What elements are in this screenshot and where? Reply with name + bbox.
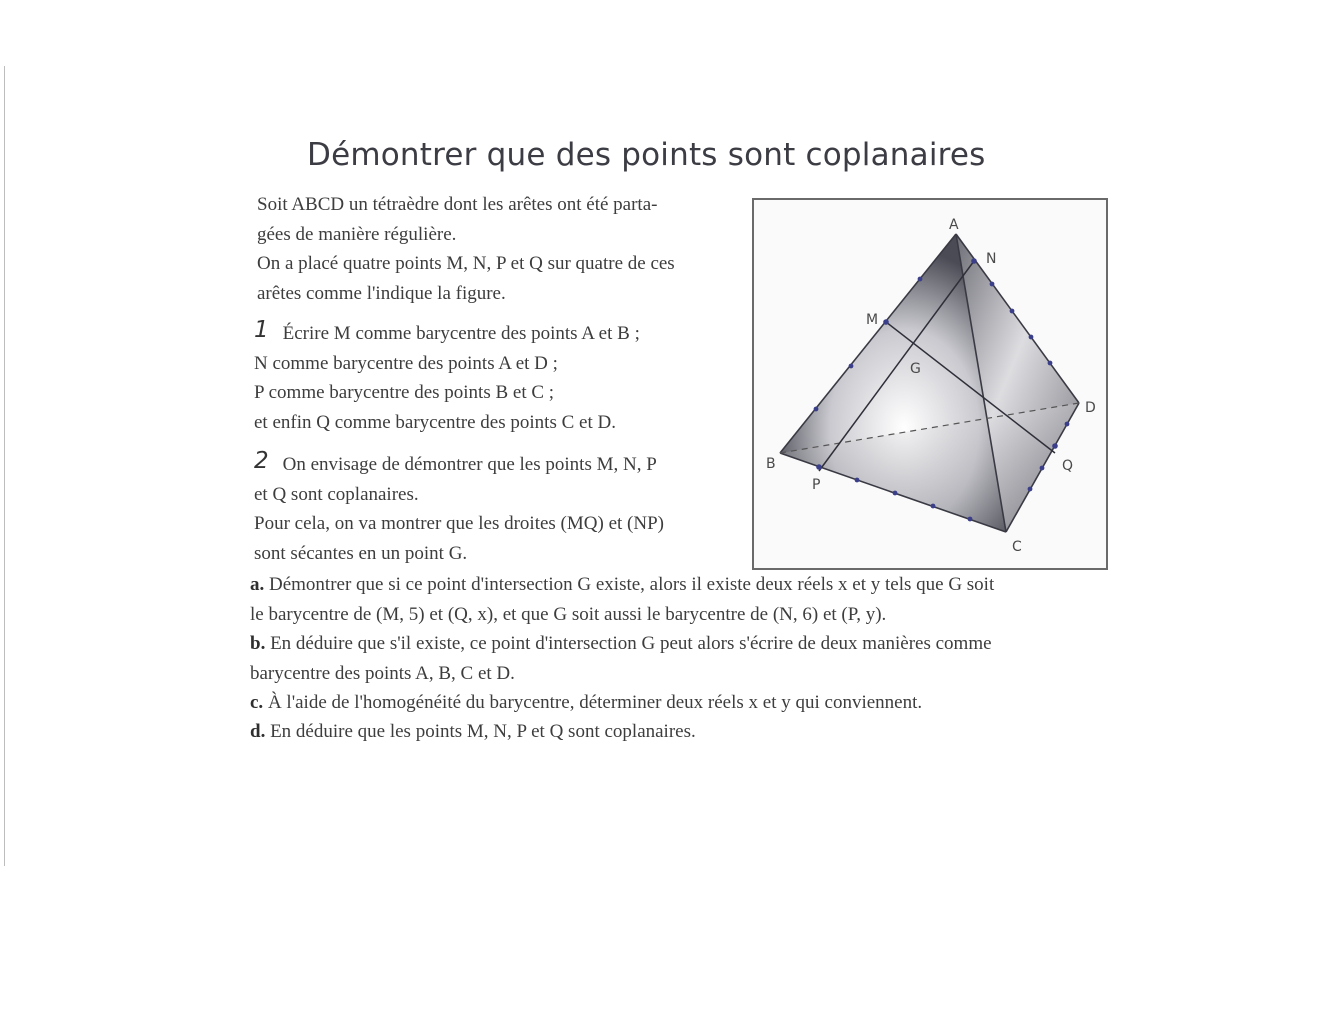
sub-question-line: [250, 570, 1130, 600]
sub-question-text: Démontrer que si ce point d'intersection G existe, alors il existe deux réels x et y tels que G soit: [269, 574, 995, 595]
sub-question-c: [250, 688, 1130, 718]
sub-question-text: En déduire que s'il existe, ce point d'intersection G peut alors s'écrire de deux manières comme: [270, 633, 992, 654]
sub-question-line: [250, 717, 1130, 747]
sub-question-line: [250, 629, 1130, 659]
sub-question-label: c.: [250, 692, 264, 713]
label-a: A: [949, 217, 959, 233]
sub-question-line: le barycentre de (M, 5) et (Q, x), et que G soit aussi le barycentre de (N, 6) et (P, y).: [250, 603, 887, 625]
question-2: [254, 449, 664, 568]
label-d: D: [1085, 400, 1096, 416]
question-number: 2: [254, 448, 269, 474]
question-2-line: sont sécantes en un point G.: [254, 542, 468, 564]
question-1-line: [254, 318, 640, 349]
label-b: B: [766, 456, 776, 472]
question-1-line: P comme barycentre des points B et C ;: [254, 382, 555, 403]
intro-line: arêtes comme l'indique la figure.: [257, 282, 506, 304]
label-g: G: [910, 361, 921, 377]
intro-line: On a placé quatre points M, N, P et Q sur quatre de ces: [257, 253, 675, 274]
question-number: 1: [254, 317, 269, 343]
sub-question-a: [250, 570, 1130, 629]
page-title: Démontrer que des points sont coplanaires: [307, 137, 986, 173]
scan-edge-line: [4, 66, 5, 866]
tetrahedron-figure: [752, 198, 1108, 570]
sub-question-line: barycentre des points A, B, C et D.: [250, 662, 515, 684]
intro-paragraph: [257, 190, 737, 308]
intro-line: Soit ABCD un tétraèdre dont les arêtes ont été parta-: [257, 194, 658, 215]
question-1-line: N comme barycentre des points A et D ;: [254, 352, 558, 374]
label-c: C: [1012, 539, 1022, 555]
question-2-line: Pour cela, on va montrer que les droites (MQ) et (NP): [254, 513, 664, 534]
label-m: M: [866, 312, 879, 328]
sub-question-text: À l'aide de l'homogénéité du barycentre, déterminer deux réels x et y qui conviennent.: [267, 692, 923, 713]
intro-line: gées de manière régulière.: [257, 223, 457, 245]
question-1-line: et enfin Q comme barycentre des points C et D.: [254, 411, 616, 433]
question-2-line: et Q sont coplanaires.: [254, 483, 419, 505]
label-n: N: [986, 251, 997, 267]
sub-question-b: [250, 629, 1130, 688]
tetrahedron-diagram: [754, 200, 1106, 568]
question-1: [254, 318, 640, 437]
sub-question-label: b.: [250, 633, 266, 654]
sub-question-d: [250, 717, 1130, 747]
sub-question-text: En déduire que les points M, N, P et Q sont coplanaires.: [270, 721, 696, 742]
question-2-text: On envisage de démontrer que les points M, N, P: [282, 454, 657, 475]
sub-question-line: [250, 688, 1130, 718]
sub-question-label: a.: [250, 574, 265, 595]
sub-question-label: d.: [250, 721, 266, 742]
question-1-text: Écrire M comme barycentre des points A et B ;: [282, 323, 640, 344]
label-p: P: [812, 477, 821, 493]
question-2-line: [254, 449, 664, 480]
label-q: Q: [1062, 458, 1074, 474]
